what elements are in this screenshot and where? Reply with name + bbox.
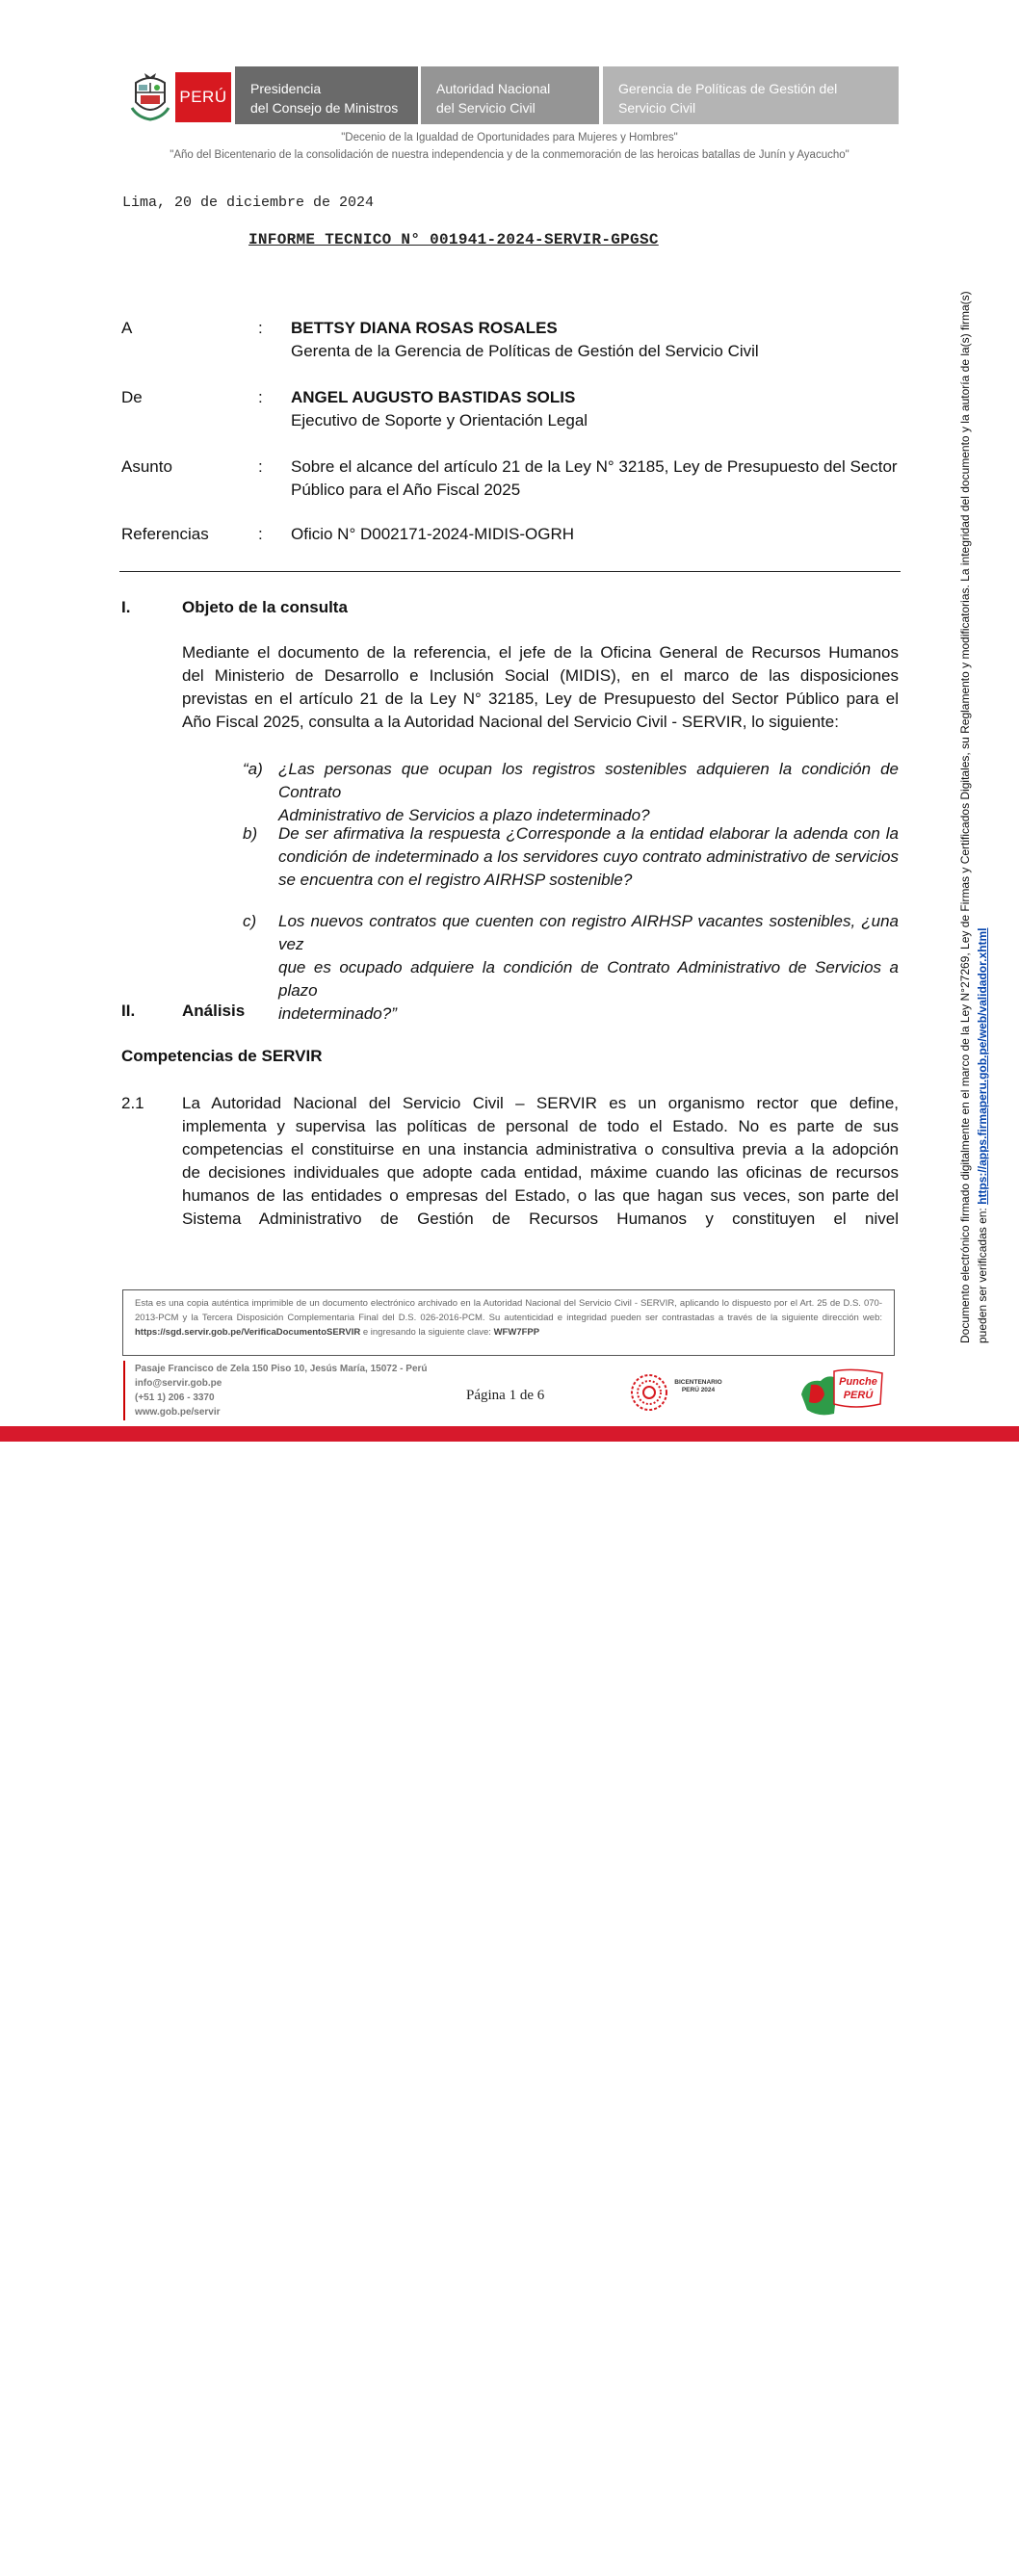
question-line: que es ocupado adquiere la condición de Contrato Administrativo de Servicios a plazo xyxy=(278,958,899,1000)
references-label: Referencias xyxy=(121,525,209,543)
page-number: Página 1 de 6 xyxy=(466,1388,545,1403)
peru-coat-of-arms-logo xyxy=(128,69,172,123)
question-c xyxy=(278,910,899,1026)
header-cell-servir xyxy=(421,66,599,124)
question-line: condición de indeterminado a los servidores cuyo contrato administrativo de servicios xyxy=(278,847,899,866)
body-line: Mediante el documento de la referencia, el jefe de la Oficina General de Recursos Humanos xyxy=(182,643,899,662)
bicentenario-logo-text: BICENTENARIO PERÚ 2024 xyxy=(674,1379,722,1393)
address-accent-bar xyxy=(123,1361,125,1420)
header-cell-line: del Consejo de Ministros xyxy=(250,100,399,116)
authenticity-notice xyxy=(122,1289,895,1356)
section-2-title: Análisis xyxy=(182,1002,246,1020)
to-name: BETTSY DIANA ROSAS ROSALES xyxy=(291,319,558,337)
authenticity-text: e ingresando la siguiente clave: xyxy=(360,1327,494,1338)
header-cell-line: Autoridad Nacional xyxy=(436,81,551,96)
report-number: INFORME TECNICO N° 001941-2024-SERVIR-GPGSC xyxy=(248,231,659,248)
section-2-number: II. xyxy=(121,1002,136,1020)
question-line: De ser afirmativa la respuesta ¿Corresponde a la entidad elaborar la adenda con la xyxy=(278,824,899,843)
signature-note-prefix: pueden ser verificadas en: xyxy=(976,1204,989,1343)
verification-key: WFW7FPP xyxy=(493,1327,540,1338)
section-1-body xyxy=(182,641,899,734)
body-line: implementa y supervisa las políticas de personal de todo el Estado. No es parte de sus xyxy=(182,1117,899,1135)
from-label: De xyxy=(121,388,143,406)
body-line: competencias el constituirse en una instancia administrativa o consultiva previa a la adopción xyxy=(182,1140,899,1158)
address: Pasaje Francisco de Zela 150 Piso 10, Jesús María, 15072 - Perú xyxy=(135,1364,428,1374)
header-cell-gpgsc xyxy=(603,66,899,124)
header-cell-line: Presidencia xyxy=(250,81,322,96)
to-role: Gerenta de la Gerencia de Políticas de Gestión del Servicio Civil xyxy=(291,342,759,360)
body-line: humanos de las entidades o empresas del Estado, o las que hagan sus veces, son parte del xyxy=(182,1186,899,1205)
body-line: La Autoridad Nacional del Servicio Civil – SERVIR es un organismo rector que define, xyxy=(182,1094,899,1112)
phone: (+51 1) 206 - 3370 xyxy=(135,1392,215,1403)
references-value: Oficio N° D002171-2024-MIDIS-OGRH xyxy=(291,525,575,543)
subject-label: Asunto xyxy=(121,457,172,476)
question-line: indeterminado?” xyxy=(278,1004,397,1023)
digital-signature-note xyxy=(956,291,995,2576)
header-cell-line: del Servicio Civil xyxy=(436,100,536,116)
subject-line: Público para el Año Fiscal 2025 xyxy=(291,481,521,499)
subject-line: Sobre el alcance del artículo 21 de la Ley N° 32185, Ley de Presupuesto del Sector xyxy=(291,457,898,476)
footer-stripe xyxy=(0,1426,1019,1442)
section-1-number: I. xyxy=(121,598,131,616)
body-line: Sistema Administrativo de Gestión de Recursos Humanos y constituyen el nivel xyxy=(182,1210,899,1228)
question-a xyxy=(278,758,899,827)
question-line: Los nuevos contratos que cuenten con registro AIRHSP vacantes sostenibles, ¿una vez xyxy=(278,912,899,953)
signature-note-line2 xyxy=(974,111,991,1343)
place-date: Lima, 20 de diciembre de 2024 xyxy=(122,195,375,211)
header-cell-line: Servicio Civil xyxy=(618,100,696,116)
year-motto: "Año del Bicentenario de la consolidación de nuestra independencia y de la conmemoración de las heroicas batallas de Junín y Ayacucho" xyxy=(170,149,849,161)
header-cell-line: Gerencia de Políticas de Gestión del xyxy=(618,81,838,96)
question-c-marker: c) xyxy=(243,912,257,930)
body-line: previstas en el artículo 21 de la Ley N° 32185, Ley de Presupuesto del Sector Público para el xyxy=(182,690,899,708)
question-b xyxy=(278,822,899,892)
authenticity-text: Esta es una copia auténtica imprimible de un documento electrónico archivado en la Autoridad Nacional del Servicio Civil - SERVIR, aplicando lo dispuesto por el Art. 25 de D.S. 070-2013-PCM y la Tercera Disposición Complementaria Final del D.S. 026-2016-PCM. Su autenticidad e integridad pueden ser contrastadas a través de la siguiente dirección web: xyxy=(135,1298,882,1323)
body-line: del Ministerio de Desarrollo e Inclusión Social (MIDIS), en el marco de las disposiciones xyxy=(182,666,899,685)
punche-logo-text: Punche PERÚ xyxy=(839,1376,877,1401)
question-b-marker: b) xyxy=(243,824,258,843)
punche-peru-logo xyxy=(796,1366,888,1419)
paragraph-number: 2.1 xyxy=(121,1094,144,1112)
references-colon: : xyxy=(258,525,263,543)
signature-note-line: Documento electrónico firmado digitalmente en el marco de la Ley N°27269, Ley de Firmas y Certificados Digitales, su Reglamento y modificatorias. La integridad del documento y la autoría de la(s) firma(s) xyxy=(958,291,972,1343)
from-name: ANGEL AUGUSTO BASTIDAS SOLIS xyxy=(291,388,576,406)
contact-block xyxy=(135,1362,428,1419)
from-role: Ejecutivo de Soporte y Orientación Legal xyxy=(291,411,588,429)
section-1-title: Objeto de la consulta xyxy=(182,598,348,616)
bicentenario-logo xyxy=(628,1369,724,1416)
decade-motto: "Decenio de la Igualdad de Oportunidades para Mujeres y Hombres" xyxy=(341,132,678,143)
question-line: ¿Las personas que ocupan los registros sostenibles adquieren la condición de Contrato xyxy=(278,760,899,801)
verification-url[interactable]: https://sgd.servir.gob.pe/VerificaDocumentoSERVIR xyxy=(135,1327,361,1338)
validator-link[interactable]: https://apps.firmaperu.gob.pe/web/validador.xhtml xyxy=(976,927,989,1205)
paragraph-2-1 xyxy=(182,1092,899,1231)
peru-badge-label: PERÚ xyxy=(179,88,227,106)
subheading: Competencias de SERVIR xyxy=(121,1047,323,1065)
peru-brand-badge xyxy=(175,72,231,122)
header-cell-pcm xyxy=(235,66,418,124)
from-colon: : xyxy=(258,388,263,406)
email[interactable]: info@servir.gob.pe xyxy=(135,1378,222,1389)
website[interactable]: www.gob.pe/servir xyxy=(135,1407,221,1418)
to-label: A xyxy=(121,319,133,337)
divider xyxy=(119,571,901,572)
body-line: de decisiones individuales que adopte cada entidad, máxime cuando las oficinas de recursos xyxy=(182,1163,899,1182)
question-line: se encuentra con el registro AIRHSP sostenible? xyxy=(278,871,633,889)
question-line: Administrativo de Servicios a plazo indeterminado? xyxy=(278,806,650,824)
to-colon: : xyxy=(258,319,263,337)
body-line: Año Fiscal 2025, consulta a la Autoridad Nacional del Servicio Civil - SERVIR, lo siguiente: xyxy=(182,713,839,731)
question-a-marker: “a) xyxy=(243,760,263,778)
subject-colon: : xyxy=(258,457,263,476)
